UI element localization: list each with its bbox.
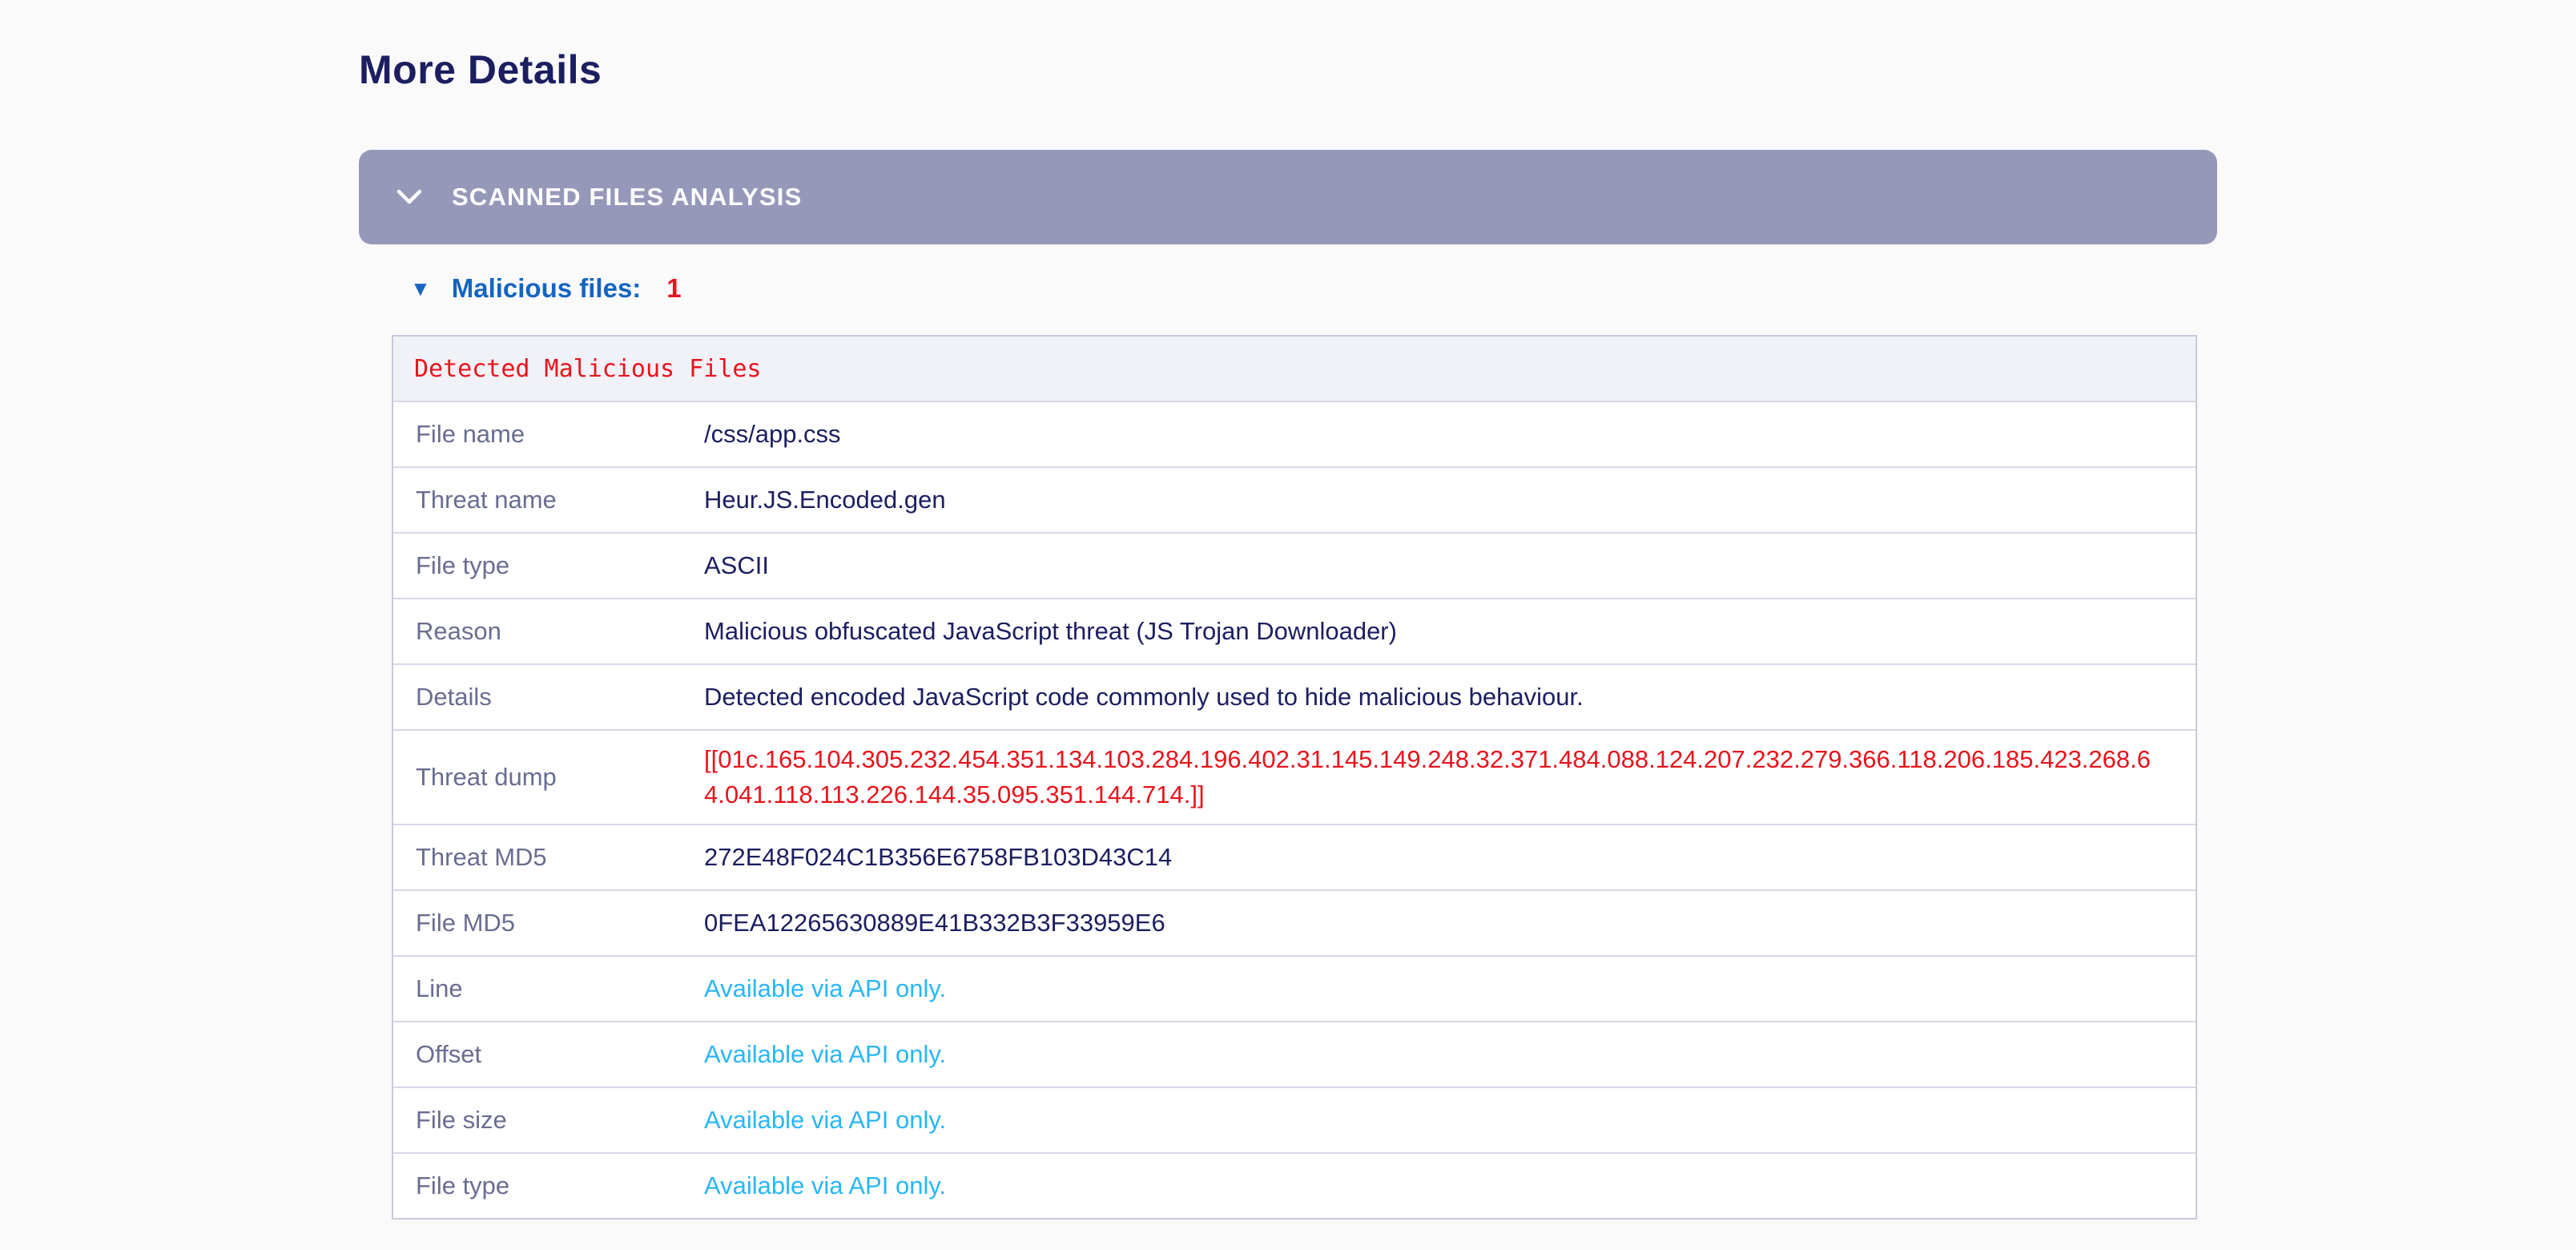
table-row <box>393 955 2196 1021</box>
triangle-down-icon: ▼ <box>410 276 431 300</box>
api-only-link[interactable]: Available via API only. <box>704 1040 947 1068</box>
row-label: Threat name <box>416 486 557 514</box>
table-row <box>393 401 2196 466</box>
table-row <box>393 889 2196 955</box>
row-label: Details <box>416 683 492 711</box>
row-value: 0FEA12265630889E41B332B3F33959E6 <box>704 909 1165 937</box>
row-label: File MD5 <box>416 909 516 937</box>
scanned-files-accordion-header[interactable] <box>359 150 2217 244</box>
malicious-files-label: Malicious files: <box>451 273 642 303</box>
malicious-files-count: 1 <box>666 273 682 303</box>
row-label: File type <box>416 1171 510 1200</box>
table-row <box>393 729 2196 824</box>
table-row <box>393 1152 2196 1218</box>
row-label: Threat MD5 <box>416 843 547 871</box>
row-label: File name <box>416 420 525 448</box>
api-only-link[interactable]: Available via API only. <box>704 1171 947 1200</box>
row-label: Offset <box>416 1040 482 1068</box>
accordion-title: SCANNED FILES ANALYSIS <box>452 183 803 211</box>
row-value: /css/app.css <box>704 420 841 448</box>
row-value: Detected encoded JavaScript code commonly used to hide malicious behaviour. <box>704 683 1584 711</box>
row-value: 272E48F024C1B356E6758FB103D43C14 <box>704 843 1173 871</box>
api-only-link[interactable]: Available via API only. <box>704 974 947 1002</box>
row-value: [[01c.165.104.305.232.454.351.134.103.284.196.402.31.145.149.248.32.371.484.088.124.207.232.279.366.118.206.185.423.268.64.041.118.113.226.144.35.095.351.144.714.]] <box>704 745 2151 808</box>
malicious-file-detail-table <box>392 335 2197 1220</box>
page-title: More Details <box>359 47 602 92</box>
api-only-link[interactable]: Available via API only. <box>704 1106 947 1134</box>
table-row <box>393 598 2196 663</box>
malicious-files-toggle[interactable] <box>410 271 682 306</box>
table-row <box>393 1087 2196 1152</box>
row-label: File size <box>416 1106 507 1134</box>
row-value: ASCII <box>704 551 769 579</box>
row-label: Line <box>416 974 463 1002</box>
table-row <box>393 1021 2196 1087</box>
table-rows <box>393 401 2196 1218</box>
table-row <box>393 663 2196 729</box>
row-value: Malicious obfuscated JavaScript threat (JS Trojan Downloader) <box>704 617 1397 645</box>
table-header: Detected Malicious Files <box>393 337 2196 401</box>
table-row <box>393 532 2196 598</box>
row-label: Reason <box>416 617 501 645</box>
row-label: File type <box>416 551 510 579</box>
table-row <box>393 824 2196 889</box>
row-label: Threat dump <box>416 763 557 791</box>
table-row <box>393 466 2196 532</box>
row-value: Heur.JS.Encoded.gen <box>704 486 946 514</box>
chevron-down-icon <box>396 188 423 206</box>
